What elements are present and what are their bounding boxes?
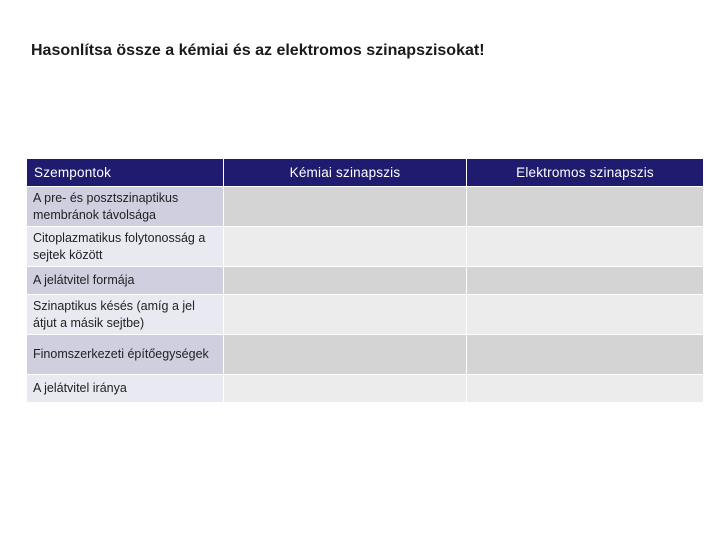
electrical-cell[interactable]: [467, 227, 704, 267]
electrical-cell[interactable]: [467, 267, 704, 295]
table-row: [27, 227, 704, 267]
row-label: Finomszerkezeti építőegységek: [27, 335, 224, 375]
table-row: [27, 335, 704, 375]
chemical-cell[interactable]: [224, 375, 467, 403]
comparison-table: [26, 158, 704, 403]
header-electrical-synapse: Elektromos szinapszis: [467, 159, 704, 187]
header-chemical-synapse: Kémiai szinapszis: [224, 159, 467, 187]
chemical-cell[interactable]: [224, 267, 467, 295]
row-label: Szinaptikus késés (amíg a jel átjut a másik sejtbe): [27, 295, 224, 335]
electrical-cell[interactable]: [467, 335, 704, 375]
row-label: Citoplazmatikus folytonosság a sejtek között: [27, 227, 224, 267]
table-row: [27, 267, 704, 295]
chemical-cell[interactable]: [224, 187, 467, 227]
chemical-cell[interactable]: [224, 335, 467, 375]
table-row: [27, 187, 704, 227]
electrical-cell[interactable]: [467, 375, 704, 403]
table-row: [27, 375, 704, 403]
electrical-cell[interactable]: [467, 187, 704, 227]
chemical-cell[interactable]: [224, 295, 467, 335]
electrical-cell[interactable]: [467, 295, 704, 335]
table-row: [27, 295, 704, 335]
table-header-row: [27, 159, 704, 187]
chemical-cell[interactable]: [224, 227, 467, 267]
header-criteria: Szempontok: [27, 159, 224, 187]
row-label: A pre- és posztszinaptikus membránok távolsága: [27, 187, 224, 227]
row-label: A jelátvitel iránya: [27, 375, 224, 403]
row-label: A jelátvitel formája: [27, 267, 224, 295]
page-title: Hasonlítsa össze a kémiai és az elektromos szinapszisokat!: [31, 42, 485, 59]
